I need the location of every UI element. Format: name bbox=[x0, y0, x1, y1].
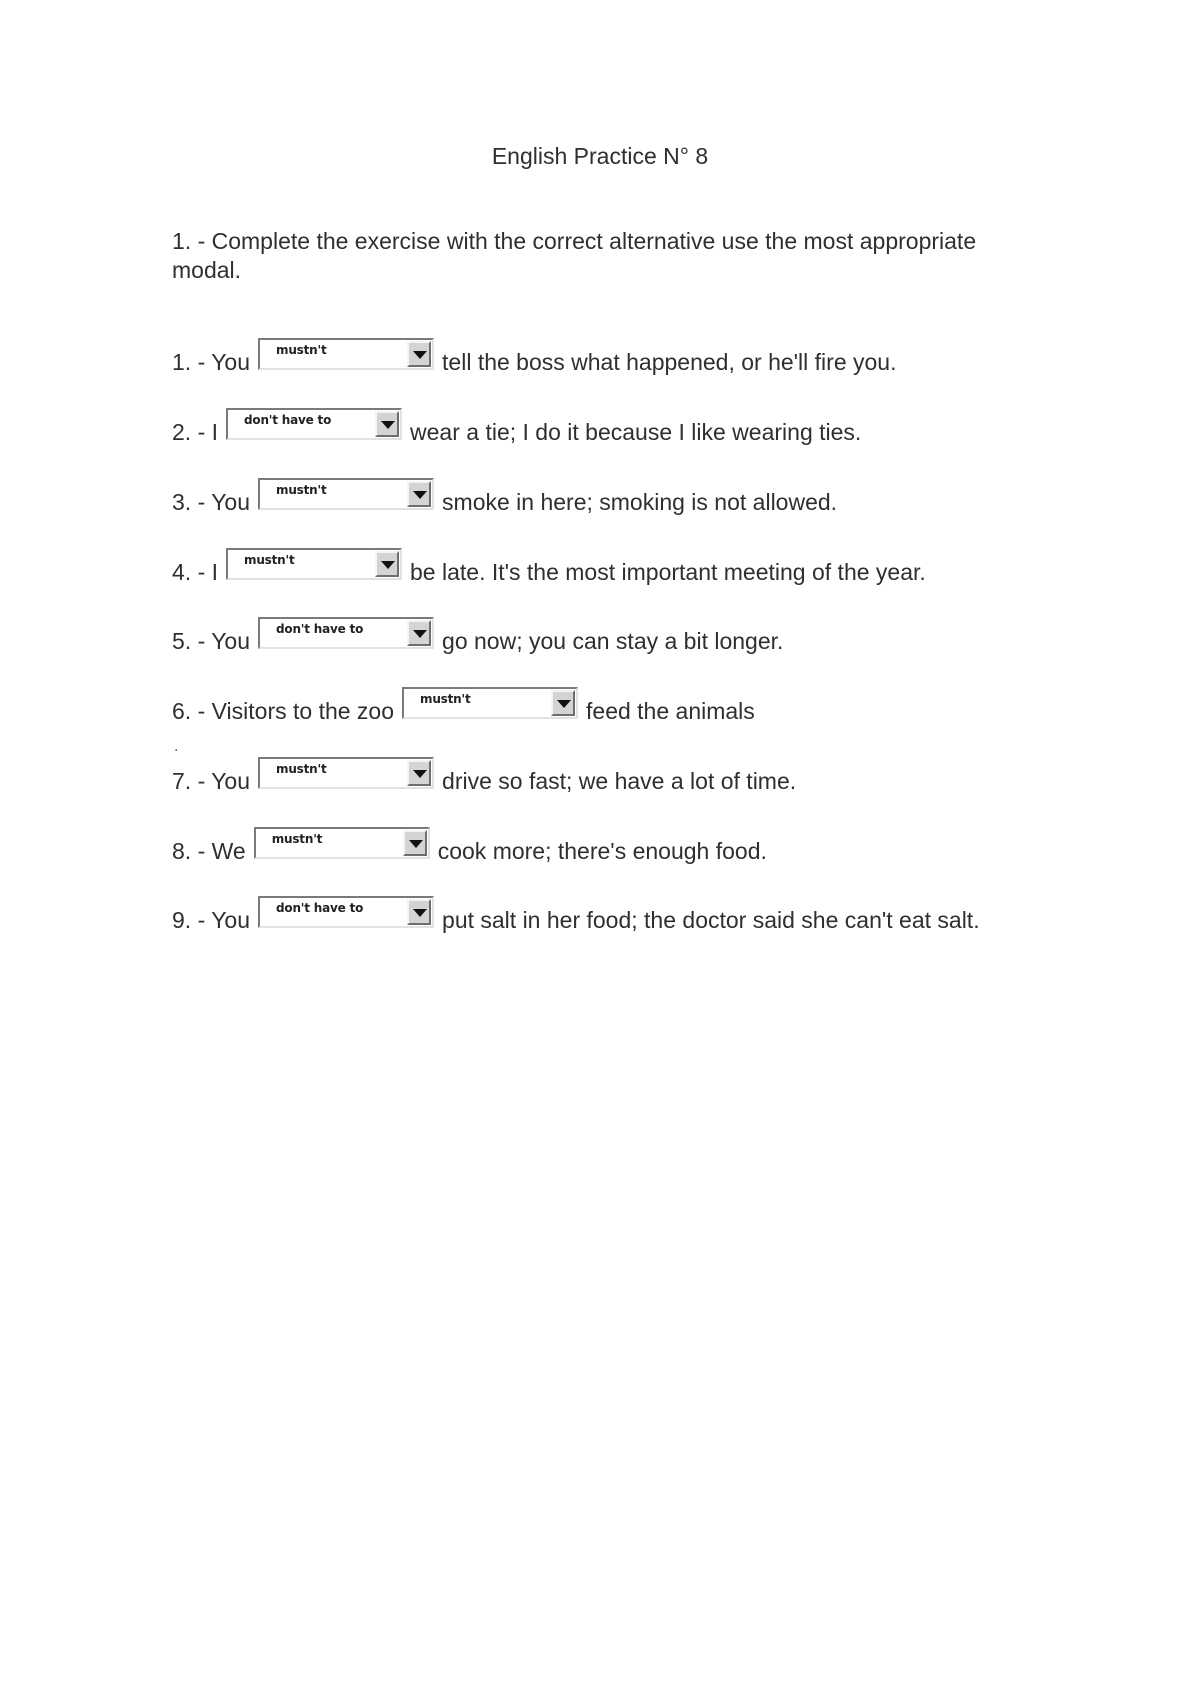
item-suffix: cook more; there's enough food. bbox=[437, 838, 767, 864]
chevron-down-icon[interactable] bbox=[403, 830, 427, 856]
dropdown-selected-value: mustn't bbox=[271, 832, 323, 846]
dropdown-selected-value: mustn't bbox=[276, 762, 327, 776]
answer-dropdown-4[interactable] bbox=[226, 548, 402, 580]
answer-dropdown-7[interactable] bbox=[258, 757, 434, 789]
item-prefix: 3. - You bbox=[172, 489, 251, 515]
item-suffix: drive so fast; we have a lot of time. bbox=[442, 768, 797, 794]
item-prefix: 5. - You bbox=[172, 628, 251, 654]
dropdown-selected-value: mustn't bbox=[244, 553, 295, 567]
chevron-down-icon[interactable] bbox=[407, 620, 431, 646]
item-prefix: 1. - You bbox=[172, 349, 251, 375]
chevron-down-icon[interactable] bbox=[375, 551, 399, 577]
item-suffix: go now; you can stay a bit longer. bbox=[442, 628, 784, 654]
exercise-item-8 bbox=[172, 827, 767, 867]
dropdown-selected-value: mustn't bbox=[276, 343, 327, 357]
item-prefix: 6. - Visitors to the zoo bbox=[172, 698, 395, 724]
chevron-down-icon[interactable] bbox=[407, 481, 431, 507]
page-title: English Practice N° 8 bbox=[491, 143, 709, 169]
chevron-down-icon[interactable] bbox=[375, 411, 399, 437]
exercise-item-9 bbox=[172, 896, 980, 936]
exercise-item-1 bbox=[172, 338, 896, 378]
dropdown-selected-value: mustn't bbox=[276, 483, 327, 497]
exercise-item-4 bbox=[172, 548, 926, 588]
item-suffix: tell the boss what happened, or he'll fire you. bbox=[442, 349, 897, 375]
answer-dropdown-9[interactable] bbox=[258, 896, 434, 928]
chevron-down-icon[interactable] bbox=[551, 690, 575, 716]
dropdown-selected-value: don't have to bbox=[276, 622, 364, 636]
item-prefix: 2. - I bbox=[172, 419, 219, 445]
exercise-item-2 bbox=[172, 408, 861, 448]
chevron-down-icon[interactable] bbox=[407, 899, 431, 925]
item-prefix: 7. - You bbox=[172, 768, 251, 794]
item-prefix: 8. - We bbox=[172, 838, 246, 864]
item-suffix: smoke in here; smoking is not allowed. bbox=[442, 489, 838, 515]
exercise-item-5 bbox=[172, 617, 783, 657]
dropdown-selected-value: mustn't bbox=[420, 692, 471, 706]
chevron-down-icon[interactable] bbox=[407, 341, 431, 367]
answer-dropdown-5[interactable] bbox=[258, 617, 434, 649]
item-prefix: 4. - I bbox=[172, 559, 219, 585]
chevron-down-icon[interactable] bbox=[407, 760, 431, 786]
dropdown-selected-value: don't have to bbox=[276, 901, 364, 915]
answer-dropdown-1[interactable] bbox=[258, 338, 434, 370]
answer-dropdown-6[interactable] bbox=[402, 687, 578, 719]
item-suffix: be late. It's the most important meeting of the year. bbox=[410, 559, 926, 585]
item-prefix: 9. - You bbox=[172, 907, 251, 933]
item-suffix: feed the animals bbox=[586, 698, 755, 724]
exercise-item-6 bbox=[172, 687, 755, 727]
item-suffix: wear a tie; I do it because I like wearing ties. bbox=[410, 419, 862, 445]
exercise-instruction: 1. - Complete the exercise with the correct alternative use the most appropriate modal. bbox=[172, 228, 977, 283]
answer-dropdown-2[interactable] bbox=[226, 408, 402, 440]
exercise-item-3 bbox=[172, 478, 837, 518]
answer-dropdown-8[interactable] bbox=[254, 827, 430, 859]
dropdown-selected-value: don't have to bbox=[244, 413, 332, 427]
exercise-item-7 bbox=[172, 757, 796, 797]
answer-dropdown-3[interactable] bbox=[258, 478, 434, 510]
item-suffix: put salt in her food; the doctor said she can't eat salt. bbox=[442, 907, 980, 933]
stray-period: . bbox=[174, 738, 179, 755]
